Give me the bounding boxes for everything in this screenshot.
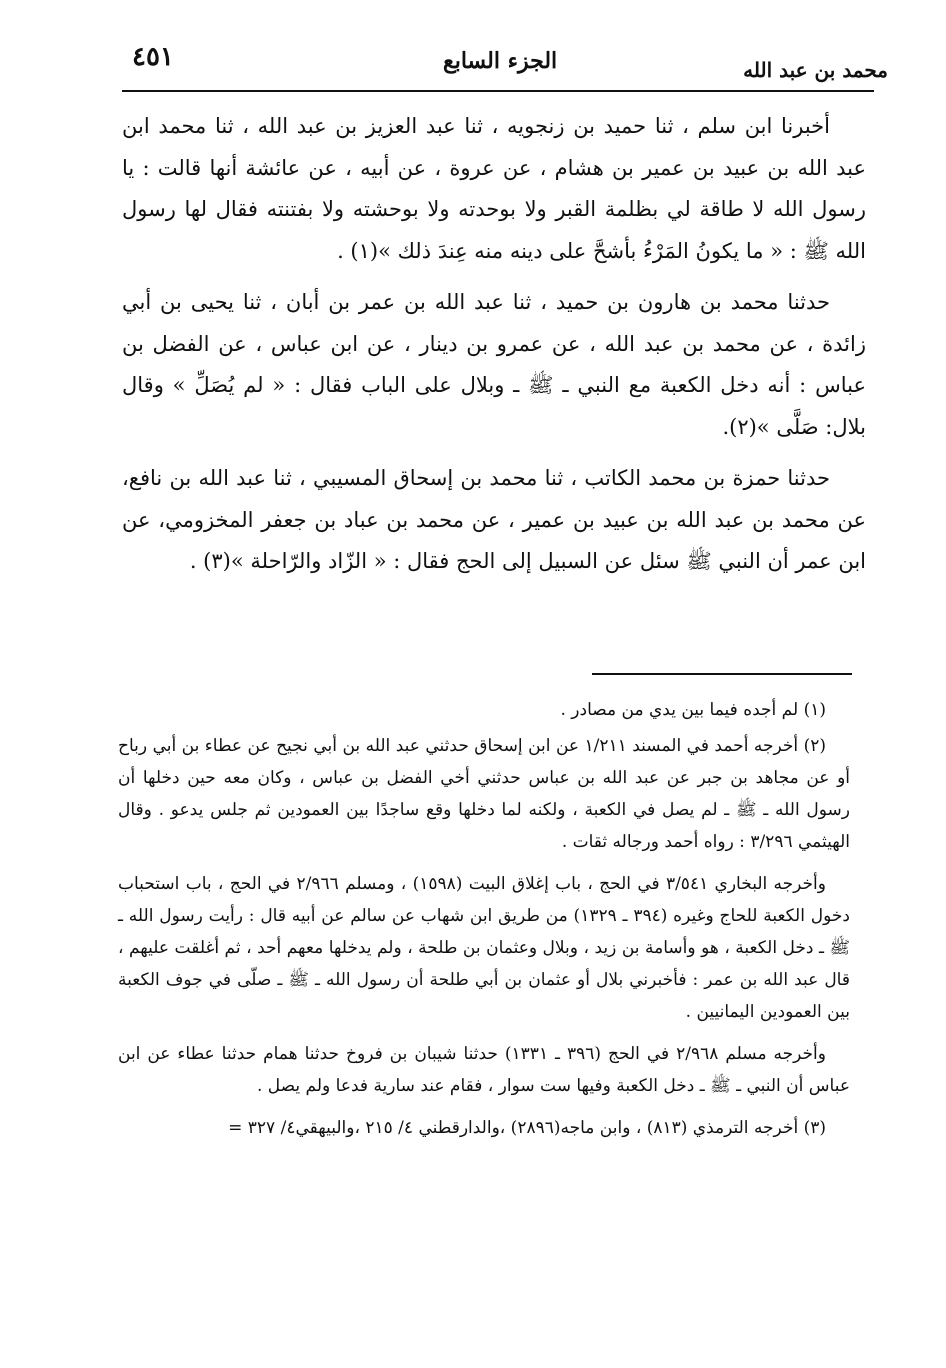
hadith-paragraph: أخبرنا ابن سلم ، ثنا حميد بن زنجويه ، ثنا عبد العزيز بن عبد الله ، ثنا محمد ابن عبد الله بن عبيد بن عمير بن هشام ، عن عروة ، عن أبيه ، عن عائشة أنها قالت : يا رسول الله لا طاقة لي بظلمة القبر ولا بوحدته ولا بوحشته ولا بفتنته فقال لها رسول الله ﷺ : « ما يكونُ المَرْءُ بأشحَّ على دينه منه عِندَ ذلك »(١) . (122, 114, 866, 263)
main-text (122, 106, 866, 593)
hadith-paragraph: حدثنا محمد بن هارون بن حميد ، ثنا عبد الله بن عمر بن أبان ، ثنا يحيى بن أبي زائدة ، عن محمد بن عبد الله ، عن عمرو بن دينار ، عن ابن عباس ، عن الفضل بن عباس : أنه دخل الكعبة مع النبي ـ ﷺ ـ وبلال على الباب فقال : « لم يُصَلِّ » وقال بلال: صَلَّى »(٢). (122, 290, 866, 439)
page-header (118, 42, 888, 92)
footnote-separator (592, 673, 852, 675)
footnote: (٣) أخرجه الترمذي (٨١٣) ، وابن ماجه(٢٨٩٦) ،والدارقطني ٤/ ٢١٥ ،والبيهقي٤/ ٣٢٧ = (228, 1118, 826, 1138)
page-number: ٤٥١ (132, 42, 174, 72)
header-rule (122, 90, 874, 92)
section-name: محمد بن عبد الله (743, 58, 888, 82)
footnote: وأخرجه البخاري ٣/٥٤١ في الحج ، باب إغلاق البيت (١٥٩٨) ، ومسلم ٢/٩٦٦ في الحج ، باب استحباب دخول الكعبة للحاج وغيره (٣٩٤ ـ ١٣٢٩) من طريق ابن شهاب عن سالم عن أبيه قال : رأيت رسول الله ـ ﷺ ـ دخل الكعبة ، هو وأسامة بن زيد ، وبلال وعثمان بن طلحة ، ولم يدخلها معهم أحد ، ثم أغلقت عليهم ، قال عبد الله بن عمر : فأخبرني بلال أو عثمان بن أبي طلحة أن رسول الله ـ ﷺ ـ صلّى في جوف الكعبة بين العمودين اليمانيين . (118, 874, 850, 1022)
footnote: (١) لم أجده فيما بين يدي من مصادر . (560, 700, 826, 720)
footnotes (118, 694, 850, 1148)
volume-title: الجزء السابع (443, 48, 558, 74)
hadith-paragraph: حدثنا حمزة بن محمد الكاتب ، ثنا محمد بن إسحاق المسيبي ، ثنا عبد الله بن نافع، عن محمد بن عبد الله بن عبيد بن عمير ، عن محمد بن عباد بن جعفر المخزومي، عن ابن عمر أن النبي ﷺ سئل عن السبيل إلى الحج فقال : « الزّاد والرّاحلة »(٣) . (122, 466, 866, 573)
footnote: وأخرجه مسلم ٢/٩٦٨ في الحج (٣٩٦ ـ ١٣٣١) حدثنا شيبان بن فروخ حدثنا همام حدثنا عطاء عن ابن عباس أن النبي ـ ﷺ ـ دخل الكعبة وفيها ست سوار ، فقام عند سارية فدعا ولم يصل . (118, 1044, 850, 1096)
footnote: (٢) أخرجه أحمد في المسند ١/٢١١ عن ابن إسحاق حدثني عبد الله بن أبي نجيح عن عطاء بن أبي رباح أو عن مجاهد بن جبر عن عبد الله بن عباس حدثني أخي الفضل بن عباس ، وكان معه حين دخلها أن رسول الله ـ ﷺ ـ لم يصل في الكعبة ، ولكنه لما دخلها وقع ساجدًا بين العمودين ثم جلس يدعو . وقال الهيثمي ٣/٢٩٦ : رواه أحمد ورجاله ثقات . (118, 736, 850, 852)
